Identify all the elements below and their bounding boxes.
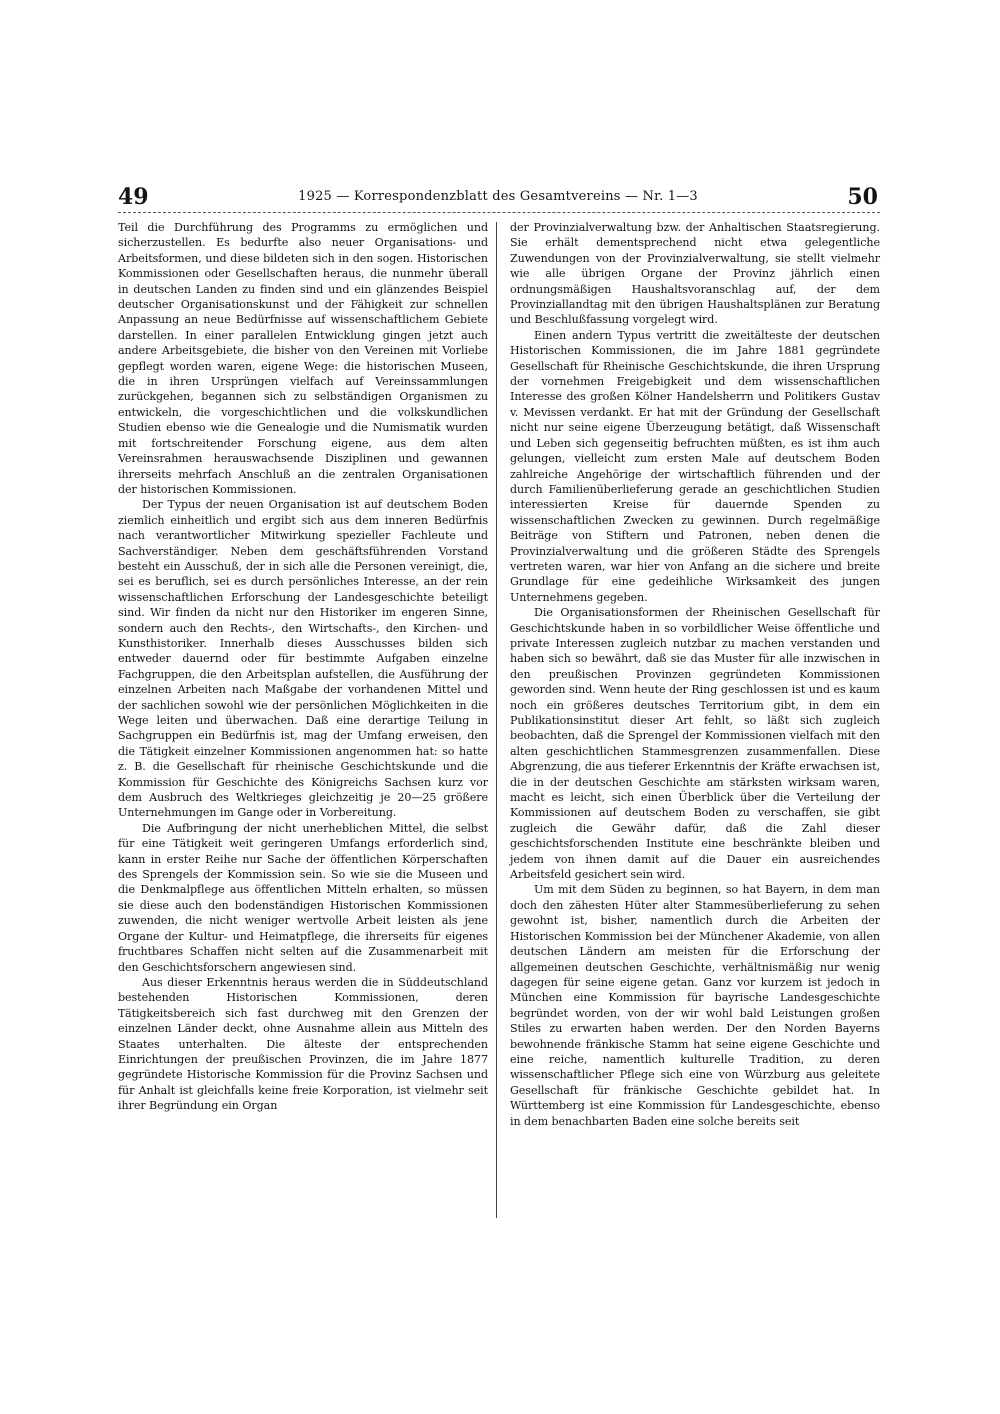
running-header [118, 184, 878, 214]
paragraph: Teil die Durchführung des Programms zu ermöglichen und sicherzustellen. Es bedurfte also neuer Organisations- und Arbeitsformen, und diese bildeten sich in den sogen. Historischen Kommissionen oder Gesellschaften heraus, die nunmehr überall in deutschen Landen zu finden sind und ein glänzendes Beispiel deutscher Organisationskunst und der Fähigkeit zur schnellen Anpassung an neue Bedürfnisse auf wissenschaftlichem Gebiete darstellen. In einer parallelen Entwicklung gingen jetzt auch andere Arbeitsgebiete, die bisher von den Vereinen mit Vorliebe gepflegt worden waren, eigene Wege: die historischen Museen, die in ihren Ursprüngen vielfach auf Vereinssammlungen zurückgehen, begannen sich zu selbständigen Organismen zu entwickeln, die vorgeschichtlichen und die volkskundlichen Studien ebenso wie die Genealogie und die Numismatik wurden mit fortschreitender Forschung eigene, aus dem alten Vereinsrahmen herauswachsende Disziplinen und gewannen ihrerseits mehrfach Anschluß an die zentralen Organisationen der historischen Kommissionen. [118, 221, 488, 496]
paragraph: Um mit dem Süden zu beginnen, so hat Bayern, in dem man doch den zähesten Hüter alter Stammesüberlieferung zu sehen gewohnt ist, bisher, namentlich durch die Arbeiten der Historischen Kommission bei der Münchener Akademie, von allen deutschen Ländern am meisten für die Erforschung der allgemeinen deutschen Geschichte, verhältnismäßig nur wenig dagegen für seine eigene getan. Ganz vor kurzem ist jedoch in München eine Kommission für bayrische Landesgeschichte begründet worden, von der wir wohl bald Leistungen großen Stiles zu erwarten haben werden. Der den Norden Bayerns bewohnende fränkische Stamm hat seine eigene Geschichte und eine reiche, namentlich kulturelle Tradition, zu deren wissenschaftlicher Pflege sich eine von Würzburg aus geleitete Gesellschaft für fränkische Geschichte gebildet hat. In Württemberg ist eine Kommission für Landesgeschichte, ebenso in dem benachbarten Baden eine solche bereits seit [510, 883, 880, 1128]
right-column [510, 220, 880, 1220]
paragraph: Die Organisationsformen der Rheinischen Gesellschaft für Geschichtskunde haben in so vorbildlicher Weise öffentliche und private Interessen zugleich nutzbar zu machen verstanden und haben sich so bewährt, daß sie das Muster für alle inzwischen in den preußischen Provinzen gegründeten Kommissionen geworden sind. Wenn heute der Ring geschlossen ist und es kaum noch ein größeres deutsches Territorium gibt, in dem ein Publikationsinstitut dieser Art fehlt, so läßt sich zugleich beobachten, daß die Sprengel der Kommissionen vielfach mit den alten geschichtlichen Stammesgrenzen zusammenfallen. Diese Abgrenzung, die aus tieferer Erkenntnis der Kräfte erwachsen ist, die in der deutschen Geschichte am stärksten wirksam waren, macht es leicht, sich einen Überblick über die Verteilung der Kommissionen auf deutschem Boden zu verschaffen, sie gibt zugleich die Gewähr dafür, daß die Zahl dieser geschichtsforschenden Institute eine beschränkte bleiben und jedem von ihnen damit auf die Dauer ein ausreichendes Arbeitsfeld gesichert sein wird. [510, 606, 880, 882]
paragraph: Die Aufbringung der nicht unerheblichen Mittel, die selbst für eine Tätigkeit weit geringeren Umfangs erforderlich sind, kann in erster Reihe nur Sache der öffentlichen Körperschaften des Sprengels der Kommission sein. So wie sie die Museen und die Denkmalpflege aus öffentlichen Mitteln erhalten, so müssen sie diese auch den bodenständigen Historischen Kommissionen zuwenden, die nicht weniger wertvolle Arbeit leisten als jene Organe der Kultur- und Heimatpflege, die ihrerseits für eigenes fruchtbares Schaffen nicht selten auf die Zusammenarbeit mit den Geschichtsforschern angewiesen sind. [118, 821, 488, 974]
column-divider [496, 222, 497, 1218]
page-number-left: 49 [118, 184, 149, 210]
running-head-title: 1925 — Korrespondenzblatt des Gesamtvereins — Nr. 1—3 [298, 189, 698, 204]
paragraph: Der Typus der neuen Organisation ist auf deutschem Boden ziemlich einheitlich und ergibt sich aus dem inneren Bedürfnis nach verantwortlicher Mitwirkung spezieller Fachleute und Sachverständiger. Neben dem geschäftsführenden Vorstand besteht ein Ausschuß, der in sich alle die Personen vereinigt, die, sei es beruflich, sei es durch persönliches Interesse, an der rein wissenschaftlichen Erforschung der Landesgeschichte beteiligt sind. Wir finden da nicht nur den Historiker im engeren Sinne, sondern auch den Rechts-, den Wirtschafts-, den Kirchen- und Kunsthistoriker. Innerhalb dieses Ausschusses bilden sich entweder dauernd oder für bestimmte Aufgaben einzelne Fachgruppen, die den Arbeitsplan aufstellen, die Ausführung der einzelnen Arbeiten nach Maßgabe der vorhandenen Mittel und der sachlichen sowohl wie der persönlichen Möglichkeiten in die Wege leiten und überwachen. Daß eine derartige Teilung in Sachgruppen ein Bedürfnis ist, mag der Umfang erweisen, den die Tätigkeit einzelner Kommissionen angenommen hat: so hatte z. B. die Gesellschaft für rheinische Geschichtskunde und die Kommission für Geschichte des Königreichs Sachsen kurz vor dem Ausbruch des Weltkrieges gleichzeitig je 20—25 größere Unternehmungen im Gange oder in Vorbereitung. [118, 498, 488, 820]
paragraph: Aus dieser Erkenntnis heraus werden die in Süddeutschland bestehenden Historischen Kommissionen, deren Tätigkeitsbereich sich fast durchweg mit den Grenzen der einzelnen Länder deckt, ohne Ausnahme allein aus Mitteln des Staates unterhalten. Die älteste der entsprechenden Einrichtungen der preußischen Provinzen, die im Jahre 1877 gegründete Historische Kommission für die Provinz Sachsen und für Anhalt ist gleichfalls keine freie Korporation, ist vielmehr seit ihrer Begründung ein Organ [118, 975, 488, 1113]
paragraph: Einen andern Typus vertritt die zweitälteste der deutschen Historischen Kommissionen, die im Jahre 1881 gegründete Gesellschaft für Rheinische Geschichtskunde, die ihren Ursprung der vornehmen Freigebigkeit und dem wissenschaftlichen Interesse des großen Kölner Handelsherrn und Politikers Gustav v. Mevissen verdankt. Er hat mit der Gründung der Gesellschaft nicht nur seine eigene Überzeugung betätigt, daß Wissenschaft und Leben sich gegenseitig befruchten müßten, es ist ihm auch gelungen, vielleicht zum ersten Male auf deutschem Boden zahlreiche Angehörige der wirtschaftlich führenden und der durch Familienüberlieferung gerade an geschichtlichen Studien interessierten Kreise für dauernde Spenden zu wissenschaftlichen Zwecken zu gewinnen. Durch regelmäßige Beiträge von Stiftern und Patronen, neben denen die Provinzialverwaltung und die größeren Städte des Sprengels vertreten waren, war hier von Anfang an die sichere und breite Grundlage für eine gedeihliche Wirksamkeit des jungen Unternehmens gegeben. [510, 328, 880, 604]
paragraph: der Provinzialverwaltung bzw. der Anhaltischen Staatsregierung. Sie erhält dementsprechend nicht etwa gelegentliche Zuwendungen von der Provinzialverwaltung, sie stellt vielmehr wie alle übrigen Organe der Provinz jährlich einen ordnungsmäßigen Haushaltsvoranschlag auf, der dem Provinziallandtag mit den übrigen Haushaltsplänen zur Beratung und Beschlußfassung vorgelegt wird. [510, 221, 880, 327]
page-number-right: 50 [847, 184, 878, 210]
header-rule [118, 212, 880, 213]
left-column [118, 220, 488, 1220]
